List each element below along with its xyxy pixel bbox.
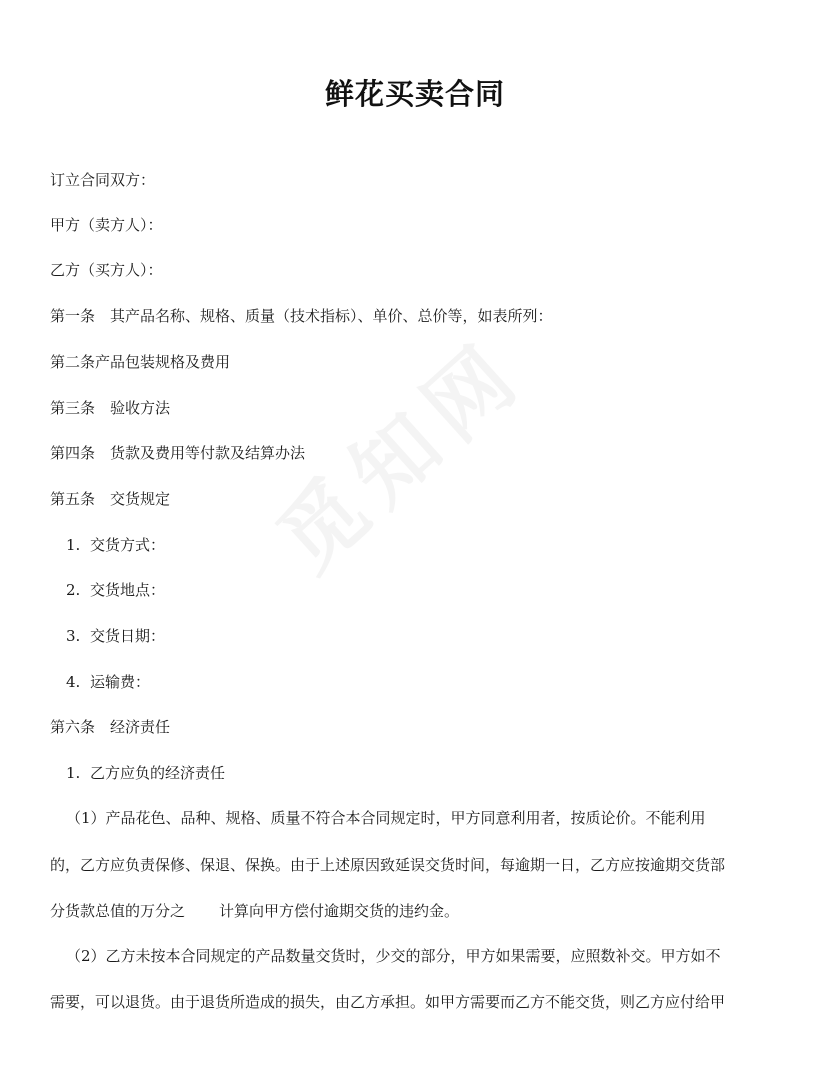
- clause-2-line-1: （2）乙方未按本合同规定的产品数量交货时，少交的部分，甲方如果需要，应照数补交。甲方如不: [66, 947, 721, 965]
- article-5: 第五条 交货规定: [50, 490, 171, 508]
- party-a-line: 甲方（卖方人）：: [50, 216, 163, 234]
- clause-1-line-2: 的，乙方应负责保修、保退、保换。由于上述原因致延误交货时间，每逾期一日，乙方应按逾期交货部: [50, 856, 726, 874]
- article-4: 第四条 货款及费用等付款及结算办法: [50, 444, 306, 462]
- delivery-item-2: [66, 580, 165, 600]
- article-3: 第三条 验收方法: [50, 399, 171, 417]
- liability-item-1: [66, 763, 225, 783]
- list-item-text: 运输费：: [90, 673, 151, 691]
- article-1: 第一条 其产品名称、规格、质量（技术指标）、单价、总价等，如表所列：: [50, 307, 553, 325]
- list-item-text: 乙方应负的经济责任: [90, 764, 226, 782]
- article-2: 第二条产品包装规格及费用: [50, 353, 231, 371]
- list-item-text: 交货方式：: [90, 536, 166, 554]
- document-title: 鲜花买卖合同: [324, 77, 505, 111]
- clause-1-line-3-a: 分货款总值的万分之: [50, 902, 186, 920]
- delivery-item-4: [66, 672, 150, 692]
- list-number: 3.: [66, 627, 81, 645]
- parties-heading: 订立合同双方：: [50, 171, 156, 189]
- delivery-item-1: [66, 535, 165, 555]
- clause-1-line-3: [50, 901, 459, 921]
- list-number: 4.: [66, 673, 81, 691]
- list-number: 1.: [66, 764, 81, 782]
- list-item-text: 交货日期：: [90, 627, 166, 645]
- list-number: 2.: [66, 581, 81, 599]
- article-6: 第六条 经济责任: [50, 718, 171, 736]
- delivery-item-3: [66, 626, 165, 646]
- clause-1-line-1: （1）产品花色、品种、规格、质量不符合本合同规定时，甲方同意利用者，按质论价。不能利用: [66, 809, 706, 827]
- list-number: 1.: [66, 536, 81, 554]
- party-b-line: 乙方（买方人）：: [50, 261, 163, 279]
- clause-1-line-3-b: 计算向甲方偿付逾期交货的违约金。: [219, 902, 460, 920]
- list-item-text: 交货地点：: [90, 581, 166, 599]
- clause-2-line-2: 需要，可以退货。由于退货所造成的损失，由乙方承担。如甲方需要而乙方不能交货，则乙方应付给甲: [50, 993, 726, 1011]
